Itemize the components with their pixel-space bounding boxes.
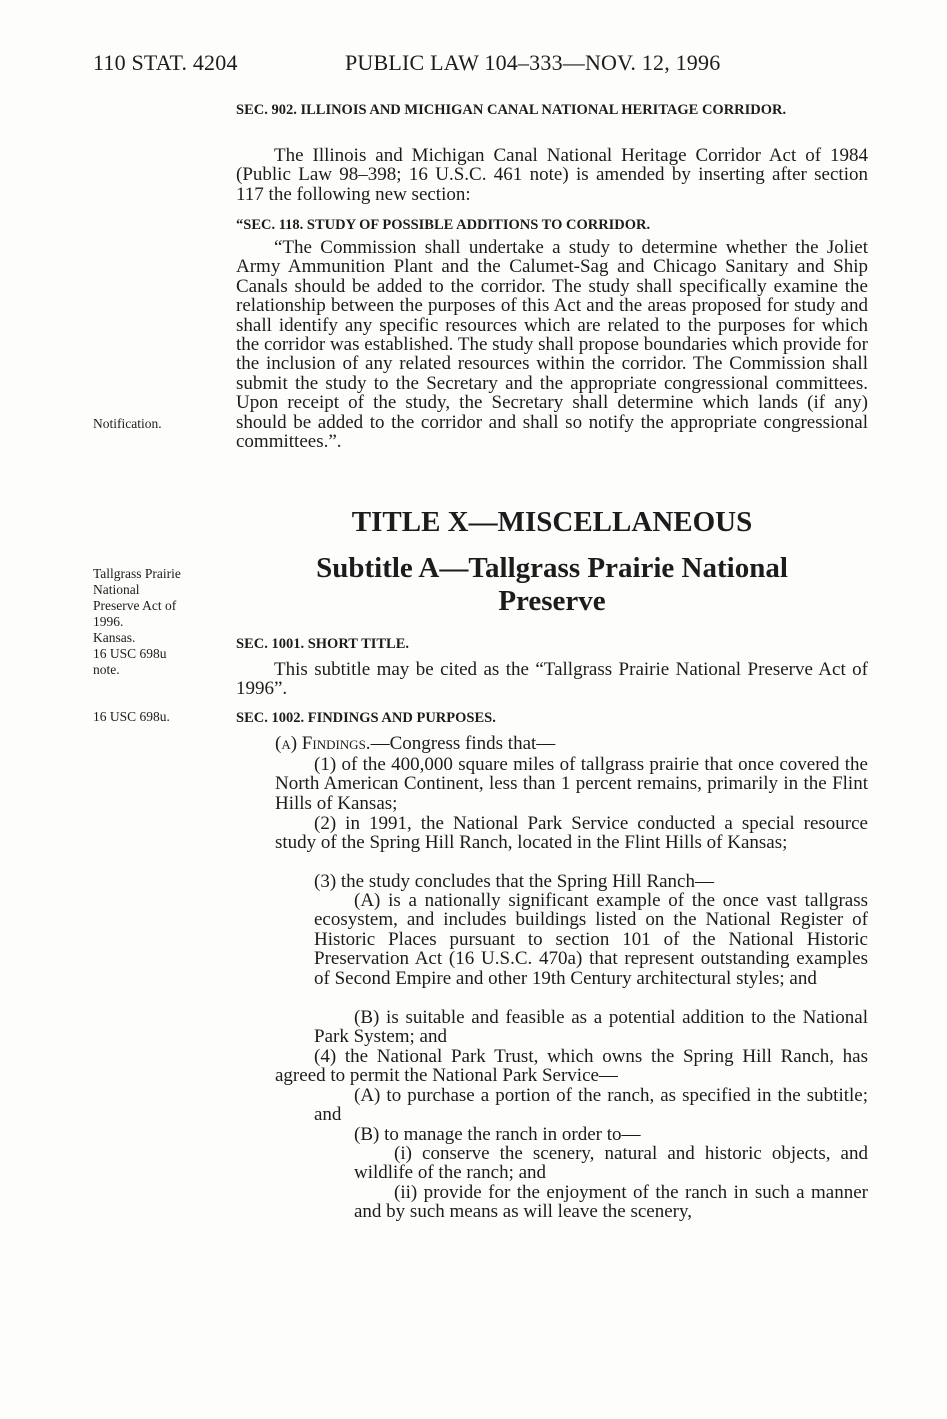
margin-note-notification: Notification.	[93, 416, 162, 431]
finding-3-a: (A) is a nationally significant example of the once vast tallgrass ecosystem, and includes buildings listed on the National Register of Historic Places pursuant to section 101 of the National Historic Preservation Act (16 U.S.C. 470a) that represent outstanding examples of Second Empire and other 19th Century architectural styles; and	[314, 890, 868, 989]
sec-118-heading: “SEC. 118. STUDY OF POSSIBLE ADDITIONS TO CORRIDOR.	[236, 217, 651, 233]
finding-4-b: (B) to manage the ranch in order to—	[354, 1124, 641, 1145]
margin-note-usc: 16 USC 698u.	[93, 709, 170, 724]
finding-1: (1) of the 400,000 square miles of tallgrass prairie that once covered the North American Continent, less than 1 percent remains, primarily in the Flint Hills of Kansas;	[275, 754, 868, 814]
sec-118-text: “The Commission shall undertake a study to determine whether the Joliet Army Ammunition Plant and the Calumet-Sag and Chicago Sanitary and Ship Canals should be added to the corridor. The study shall specifically examine the relationship between the purposes of this Act and the areas proposed for study and shall identify any specific resources which are related to the purposes for which the corridor was established. The study shall propose boundaries which provide for the inclusion of any related resources within the corridor. The Commission shall submit the study to the Secretary and the appropriate congressional committees. Upon receipt of the study, the Secretary shall determine which lands (if any) should be added to the corridor and shall so notify the appropriate congressional committees.”.	[236, 237, 868, 453]
margin-note-tallgrass: Tallgrass Prairie National Preserve Act of 1996. Kansas. 16 USC 698u note.	[93, 566, 181, 677]
subtitle-a-heading: Subtitle A—Tallgrass Prairie National Preserve	[316, 552, 788, 617]
finding-4: (4) the National Park Trust, which owns the Spring Hill Ranch, has agreed to permit the National Park Service—	[275, 1046, 868, 1087]
sec-902-text: The Illinois and Michigan Canal National Heritage Corridor Act of 1984 (Public Law 98–398; 16 U.S.C. 461 note) is amended by inserting after section 117 the following new section:	[236, 145, 868, 205]
finding-3-b: (B) is suitable and feasible as a potential addition to the National Park System; and	[314, 1007, 868, 1048]
findings-intro: (a) Findings.—Congress finds that—	[275, 733, 556, 754]
finding-4-b-i: (i) conserve the scenery, natural and historic objects, and wildlife of the ranch; and	[354, 1143, 868, 1184]
sec-902-heading: SEC. 902. ILLINOIS AND MICHIGAN CANAL NATIONAL HERITAGE CORRIDOR.	[236, 102, 787, 118]
title-x-heading: TITLE X—MISCELLANEOUS	[351, 506, 753, 538]
sec-1002-heading: SEC. 1002. FINDINGS AND PURPOSES.	[236, 710, 496, 726]
sec-1001-text: This subtitle may be cited as the “Tallgrass Prairie National Preserve Act of 1996”.	[236, 659, 868, 700]
public-law-header: PUBLIC LAW 104–333—NOV. 12, 1996	[345, 50, 721, 75]
finding-3: (3) the study concludes that the Spring Hill Ranch—	[314, 871, 714, 892]
page-stat-number: 110 STAT. 4204	[93, 50, 238, 75]
finding-4-b-ii: (ii) provide for the enjoyment of the ranch in such a manner and by such means as will leave the scenery,	[354, 1182, 868, 1223]
finding-4-a: (A) to purchase a portion of the ranch, as specified in the subtitle; and	[314, 1085, 868, 1126]
sec-1001-heading: SEC. 1001. SHORT TITLE.	[236, 636, 410, 652]
finding-2: (2) in 1991, the National Park Service conducted a special resource study of the Spring Hill Ranch, located in the Flint Hills of Kansas;	[275, 813, 868, 854]
